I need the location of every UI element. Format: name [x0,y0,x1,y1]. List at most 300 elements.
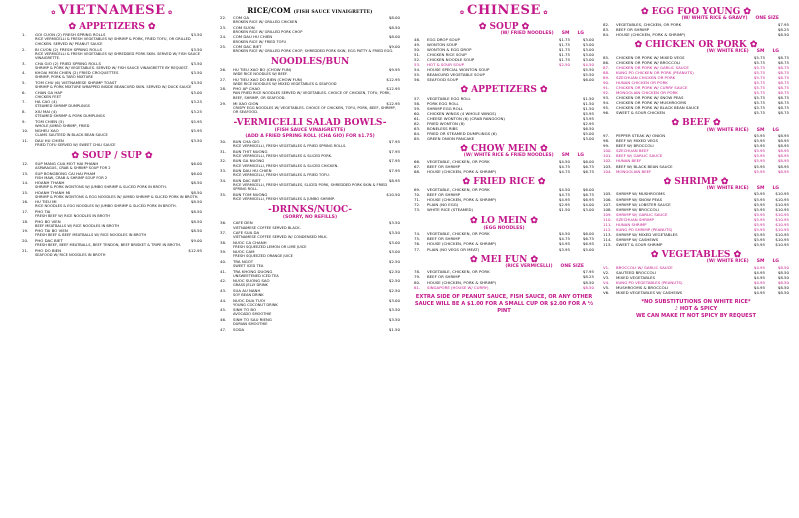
item-description: FRESH SQUEEZED LEMON OR LIME JUICE [233,244,307,249]
price-small: $5.95 [753,158,765,164]
menu-item [220,269,400,274]
menu-item [414,77,594,82]
item-number: 71. [414,197,421,203]
item-description: BROKEN RICE W/ FRIED TOFU [233,39,287,44]
item-price: $1.50 [582,105,594,111]
item-name: GREEN ONION PANCAKE [427,135,475,141]
item-number: 10. [22,128,29,134]
price-small: $5.75 [753,105,765,111]
price-large: $6.00 [582,231,594,237]
price-large: $5.50 [582,72,594,78]
item-number: 100. [603,148,612,154]
item-name: PORK EGG ROLL [427,100,459,106]
item-name: HOT & SOUR SOUP [427,62,464,68]
section-mei-fun [414,255,594,290]
item-number: 43. [220,287,227,293]
item-number: 101. [603,153,612,159]
price-large: $8.95 [777,143,789,149]
item-name: SZECHUAN SHRIMP [616,216,654,222]
item-number: 50. [414,46,421,52]
item-name: CHICKEN WINGS (4 WHOLE WINGS) [427,110,497,116]
price-large: $8.75 [777,54,789,60]
menu-item [220,220,400,225]
item-name: KUNG PO CHICKEN OR PORK (PEANUTS) [616,69,694,75]
price-small: $5.95 [753,196,765,202]
item-name: HU TIEU MI [35,199,57,205]
menu-item [603,32,789,37]
item-name: CHICKEN OR PORK W/ MIXED VEGS [616,54,685,60]
item-name: CAFE SUA DA [233,230,260,236]
not-spicy-note: WE CAN MAKE IT NOT SPICY BY REQUEST [635,313,756,320]
price-large: $8.95 [777,138,789,144]
item-price: $5.95 [190,118,202,124]
item-description: YOUNG COCONUT DRINK [233,302,278,307]
item-description: BEEF MEATBALLS W/ RICE NOODLES IN BROTH [35,223,120,228]
item-name: PHO BO VIEN [35,218,61,224]
item-number: 34. [220,177,227,183]
item-name: SINGAPORE (HOUSE W/ CURRY) [427,284,489,290]
item-name: PHO TAI [35,209,51,215]
price-small: $5.95 [753,133,765,139]
item-description: RICE VERMICELLI, FRESH VEGETABLES & FRIED SPRING ROLLS. [233,144,347,149]
item-name: BEEF W/ GARLIC SAUCE [616,153,663,159]
price-small: $5.95 [753,221,765,227]
item-number: 37. [220,230,227,236]
item-name: BEEF W/ BLACK BEAN SAUCE [616,163,673,169]
item-description: AVOCADO SMOOTHIE [233,312,272,317]
item-number: 45. [220,307,227,313]
item-name: FRIED OR STEAMED DUMPLINGS (6) [427,130,497,136]
item-number: 103. [603,163,612,169]
item-name: SHRIMP W/ CASHEWS [616,236,659,242]
item-number: 60. [414,110,421,116]
menu-item [414,207,594,212]
item-name: KHOAI MON CHIEN (2) FRIED CROQUETTES [35,70,119,76]
item-price: $3.00 [388,249,400,255]
item-price: $8.50 [190,180,202,186]
item-description: FRIED TOFU SERVED W/ SWEET CHILI SAUCE [35,142,116,147]
price-large: $6.75 [582,192,594,198]
flower-icon: ✿ [541,10,549,16]
item-number: 114. [603,236,612,242]
section-subtitle: (FISH SAUCE VINAIGRETTE) [274,128,346,134]
item-name: CHICKEN OR PORK W/ SNOW PEAS [616,95,684,101]
price-small: $4.50 [558,231,570,237]
item-number: 84. [603,31,610,37]
item-number: 97. [603,133,610,139]
price-large: $8.75 [777,80,789,86]
item-name: WONTON & EGG DROP [427,46,472,52]
price-large: $8.95 [777,163,789,169]
item-name: TOM CHU (6) VIETNAMESE SHRIMP TOAST [35,80,117,86]
item-number: 57. [414,95,421,101]
item-price: $12.95 [386,76,400,82]
item-number: 32. [220,158,227,164]
item-number: 106. [603,196,612,202]
price-large: $5.00 [582,246,594,252]
price-large: $3.00 [582,46,594,52]
menu-item [220,101,400,106]
item-name: CHEESE WONTON (6) (CRAB RANGOON) [427,115,505,121]
item-description: BROKEN RICE W/ GRILLED PORK CHOP [233,29,303,34]
item-name: SHRIMP W/ GARLIC SAUCE [616,211,668,217]
section-egg-foo-young [603,7,789,37]
section-header: -DRINKS/NUOC- [268,204,352,215]
price-large: $6.75 [582,168,594,174]
price-large: $10.95 [775,241,789,247]
section-header: ✿ EGG FOO YOUNG ✿ [641,7,751,17]
panel-chinese-entrees [603,4,789,514]
menu-item [414,136,594,141]
item-description: FRESH SQUEEZED ORANGE JUICE [233,254,293,259]
menu-item [22,171,202,176]
item-number: 3. [22,60,26,66]
item-price: $8.00 [388,34,400,40]
item-price: $8.50 [582,284,594,290]
item-description: SEAFOOD W/ RICE NOODLES IN BROTH [35,252,106,257]
item-name: PLAIN (NO EGG) [427,202,459,208]
price-large: $10.95 [775,206,789,212]
item-number: 89. [603,75,610,81]
price-large: $10.95 [775,226,789,232]
section-subtitle: (SORRY, NO REFILLS) [282,214,338,220]
item-number: 105. [603,191,612,197]
item-number: 5. [22,80,26,86]
price-small: $1.75 [558,51,570,57]
item-description: SHRIMP, PORK & TARO MIXTURE [35,75,94,80]
item-name: SHRIMP EGG ROLL [427,105,464,111]
price-large: $8.75 [777,90,789,96]
section-shrimp [603,177,789,247]
item-name: BEEF OR SHRIMP [427,274,461,280]
item-description: RICE VERMICELLI, FRESH VEGETABLES & FRIED TOFU. [233,173,330,178]
section-vn-soup [22,151,202,258]
item-name: SINH TO BO [233,307,257,313]
item-number: 98. [603,138,610,144]
item-description: RICE NOODLES & EGG NOODLES W/ JUMBO SHRIMP & SLICED PORK IN BROTH. [35,204,177,209]
item-name: COM SUON [233,24,255,30]
item-number: 52. [414,56,421,62]
item-number: 59. [414,105,421,111]
item-name: BUN THIT NUONG [233,148,268,154]
item-price: $3.50 [190,137,202,143]
item-number: 107. [603,201,612,207]
price-large: $10.95 [775,221,789,227]
item-name: CHICKEN OR PORK W/ GARLIC SAUCE [616,64,689,70]
price-small: $5.95 [753,211,765,217]
item-price: $7.95 [777,21,789,27]
price-small: $5.95 [753,168,765,174]
price-small [548,77,570,82]
panel-chinese [414,4,594,514]
price-large: $6.95 [582,241,594,247]
item-number: 94. [603,100,610,106]
item-number: 24. [220,34,227,40]
price-small: $5.95 [753,206,765,212]
price-small: $5.75 [753,59,765,65]
price-large: $3.00 [582,36,594,42]
item-price: $10.50 [386,191,400,197]
price-large: $10.95 [775,231,789,237]
price-small: $5.75 [753,54,765,60]
item-number: 28. [220,86,227,92]
hot-spicy-note: ♪ HOT & SPICY [674,306,718,313]
item-name: WHITE RICE (STEAMED) [427,207,474,213]
item-name: TOM CHIEN (5) [35,118,64,124]
menu-item-list [414,231,594,251]
item-name: BUN DAU HU CHIEN [233,168,272,174]
item-price: $1.50 [582,100,594,106]
item-description: SOY BEAN DRINK [233,292,264,297]
item-name: WONTON SOUP [427,41,458,47]
item-price: $3.00 [388,297,400,303]
item-description: GRASS JELLY DRINK [233,283,268,288]
menu-item [220,327,400,332]
item-name: PLAIN (NO VEGS OR MEAT) [427,246,480,252]
item-number: 80. [414,279,421,285]
item-price: $3.50 [190,70,202,76]
section-rice [220,7,400,54]
item-number: 62. [414,120,421,126]
item-number: 104. [603,168,612,174]
item-number: 87. [603,64,610,70]
item-number: 23. [220,24,227,30]
item-description: ASPARAGUS, CRAB & SHRIMP SOUP FOR 2 [35,165,111,170]
menu-item-list [414,96,594,141]
price-small: $2.95 [558,202,570,208]
item-number: 67. [414,163,421,169]
item-number: 11. [22,137,29,143]
item-name: SZECHUAN BEEF [616,148,649,154]
item-number: 35. [220,191,227,197]
item-name: XIU MAI (4) [35,108,57,114]
item-description: SHRIMP & PORK WONTONS W/ JUMBO SHRIMP & SLICED PORK IN BROTH. [35,185,167,190]
item-price: $3.50 [388,220,400,226]
price-large: $10.95 [775,201,789,207]
section-fried-rice [414,177,594,213]
item-price: $3.50 [388,230,400,236]
item-price: $8.25 [582,274,594,280]
menu-item [414,247,594,252]
menu-item-list [220,139,400,201]
menu-item-list [414,269,594,289]
item-name: PEPPER STEAK W/ ONION [616,133,666,139]
price-small: $4.95 [558,241,570,247]
menu-item-list [603,133,789,173]
item-number: V2. [603,269,610,275]
item-number: 65. [414,135,421,141]
item-price: $7.95 [582,269,594,275]
price-large: $10.95 [775,236,789,242]
price-small: $4.95 [753,274,765,280]
item-number: 12. [22,160,29,166]
price-small: $1.75 [558,41,570,47]
price-small: $4.75 [558,192,570,198]
item-name: SHRIMP W/ BROCCOLI [616,206,659,212]
price-large: $8.75 [777,105,789,111]
item-name: SWEET & SOUR SHRIMP [616,241,663,247]
menu-item-list [414,159,594,174]
menu-item-list [22,161,202,257]
item-description: BROKEN RICE W/ GRILLED PORK CHOP, SHREDDED PORK SKIN, EGG PATTY & FRIED EGG. [233,49,394,54]
item-name: CHAN GA HAP [35,89,63,95]
price-large: $8.95 [777,148,789,154]
item-price: $3.50 [190,32,202,38]
item-number: 82. [603,21,610,27]
section-vn-appetizers [22,22,202,148]
item-name: SZECHUAN CHICKEN OR PORK [616,75,676,81]
item-description: RICE VERMICELLI & FRESH VEGETABLES W/ SHREDDED PORK SKIN. SERVED W/ FISH SAUCE VINAIGRETTE. [35,51,200,61]
item-number: V3. [603,274,610,280]
item-number: 55. [414,72,421,78]
item-number: 46. [220,316,227,322]
item-name: SHRIMP W/ SNOW PEAS [616,196,663,202]
item-description: SHRIMP & PORK WONTONS & EGG NOODLES W/ JUMBO SHRIMP & SLICED PORK IN BROTH. [35,194,199,199]
price-large: $8.95 [777,153,789,159]
item-name: HA CAO (4) [35,99,57,105]
menu-item [603,169,789,174]
menu-item [220,298,400,303]
menu-item [603,110,789,115]
item-description: PAN FRIED RICE NOODLES SERVED W/ VEGETABLES. CHOICE OF CHICKEN, TOFU, PORK, BEEF, SHRIMP, OR SEAFOOD. [233,91,391,100]
item-description: SHRIMP & PORK W/ VEGETABLES. SERVED W/ FISH SAUCE VINAIGRETTE BY REQUEST. [35,65,189,70]
price-large: $8.50 [777,274,789,280]
section-header: -VERMICELLI SALAD BOWLS- [233,117,387,128]
item-description: RICE VERMICELLI, FRESH VEGETABLES & SLICED PORK. [233,153,333,158]
item-name: SEAFOOD SOUP [427,77,458,83]
price-large: $8.75 [777,75,789,81]
item-number: 54. [414,67,421,73]
item-name: SUA AU NANH [233,287,261,293]
price-large: $3.00 [582,56,594,62]
item-number: 86. [603,59,610,65]
item-description: RICE VERMICELLI, FRESH VEGETABLES, SLICED PORK, SHREDDED PORK SKIN & FRIED SPRING ROLL. [233,182,388,192]
item-price: $3.00 [388,239,400,245]
size-columns: (W/ FRIED NOODLES) SM LG [500,31,584,37]
item-description: WIDE RICE NOODLES W/ MIXED VEGETABLES & SEAFOOD [233,81,337,86]
item-number: 70. [414,192,421,198]
menu-item-list [22,32,202,147]
item-description: FRESH BEEF W/ RICE NOODLES IN BROTH [35,214,110,219]
item-description: FRESH BEEF, BEEF MEATBALLS, BEEF TENDON, BEEF BRISKET & TRIPE IN BROTH. [35,243,182,248]
item-name: VEGETABLE, CHICKEN, OR PORK [427,231,490,237]
item-description: DURIAN SMOOTHIE [233,321,268,326]
item-price: $3.50 [190,80,202,86]
item-number: 38. [220,239,227,245]
item-number: V5. [603,285,610,290]
item-name: VEGETABLES, CHICKEN, OR PORK [616,21,682,27]
price-small: $5.95 [753,236,765,242]
item-number: 8. [22,108,26,114]
item-number: 81. [414,284,421,290]
item-number: 113. [603,231,612,237]
price-small: $2.50 [558,62,570,68]
item-price: $9.00 [190,237,202,243]
item-number: 39. [220,249,227,255]
section-header: ✿ CHOW MEIN ✿ [460,143,548,154]
item-name: PHO DAC BIET [35,237,63,243]
menu-item [220,158,400,163]
price-large: $10.95 [775,196,789,202]
item-price: $8.50 [190,189,202,195]
item-number: 83. [603,26,610,32]
item-name: CHICKEN OR PORK W/ BROCCOLI [616,59,681,65]
item-price: $5.00 [582,130,594,136]
item-number: 49. [414,41,421,47]
item-number: 56. [414,77,421,83]
item-number: 66. [414,158,421,164]
item-number: 25. [220,44,227,50]
item-price: $2.50 [388,278,400,284]
item-price: $3.50 [190,60,202,66]
item-name: BUN GA NUONG [233,158,265,164]
item-number: 53. [414,62,421,68]
item-name: CAFE DEN [233,220,253,226]
item-price: $8.50 [190,228,202,234]
item-number: 36. [220,220,227,226]
price-large: $6.75 [582,236,594,242]
price-large: $3.00 [582,51,594,57]
item-name: EGG DROP SOUP [427,36,460,42]
item-name: MONGOLIAN BEEF [616,168,652,174]
item-name: BEEF OR SHRIMP [427,236,461,242]
price-small: $5.95 [753,143,765,149]
item-name: BUN CHA GIO [233,139,260,145]
price-small: $5.95 [753,191,765,197]
price-large: $3.00 [582,207,594,213]
item-price: $12.95 [386,100,400,106]
price-small: $5.75 [753,75,765,81]
item-number: 33. [220,168,227,174]
size-columns: (W/ WHITE RICE) SM LG [706,127,779,133]
size-columns: (W/ WHITE RICE & GRAVY) ONE SIZE [681,16,779,22]
menu-item [22,248,202,253]
section-header: ✿ LO MEIN ✿ [470,215,538,226]
item-name: HOUSE (CHICKEN, PORK & SHRIMP) [427,197,497,203]
item-number: 73. [414,207,421,213]
price-small: $4.95 [753,264,765,270]
item-number: 6. [22,89,26,95]
item-number: 112. [603,226,612,232]
item-name: PHO DO BIEN [35,247,62,253]
item-name: MI XAO GION [233,100,259,106]
item-number: 69. [414,187,421,193]
item-name: BROCCOLI W/ GARLIC SAUCE [616,264,673,270]
item-number: 91. [603,85,610,91]
size-columns: (W/ WHITE RICE) SM LG [706,185,779,191]
item-name: BI CUON (2) FRESH SPRING ROLLS [35,46,103,52]
size-columns: (W/ WHITE RICE) SM LG [706,49,779,55]
menu-item-list [603,22,789,37]
menu-item [22,90,202,95]
price-large: $8.75 [777,59,789,65]
item-name: CHA GIO (2) FRIED SPRING ROLLS [35,60,101,66]
item-name: BONELESS RIBS [427,125,458,131]
item-number: 20. [22,237,29,243]
item-number: 111. [603,221,612,227]
price-small: $5.95 [753,163,765,169]
item-number: 68. [414,168,421,174]
item-name: MIXED VEGETABLES [616,274,655,280]
item-number: 9. [22,118,26,124]
item-number: 78. [414,269,421,275]
section-header: ✿ SHRIMP ✿ [663,176,729,187]
item-price: $6.00 [190,160,202,166]
price-small: $5.95 [753,231,765,237]
item-number: 18. [22,218,29,224]
item-number: 31. [220,148,227,154]
item-price: $8.50 [190,218,202,224]
